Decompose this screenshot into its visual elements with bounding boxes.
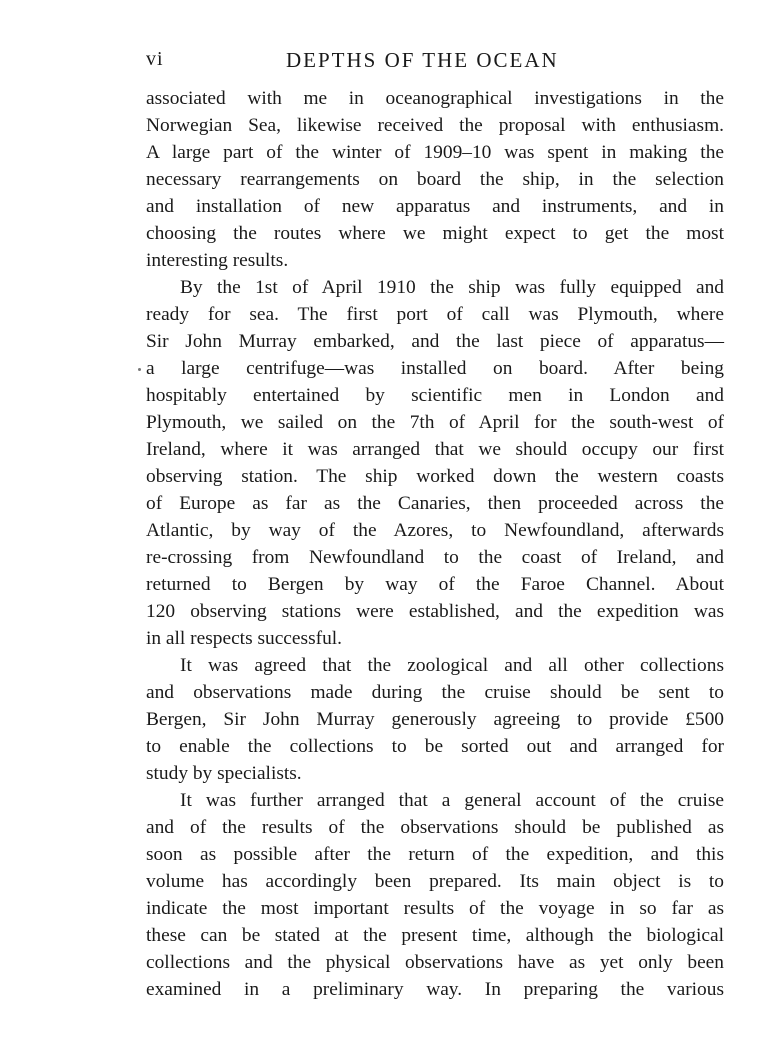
- text-line: Norwegian Sea, likewise received the proposal with enthusiasm.: [146, 115, 724, 136]
- text-line: hospitably entertained by scientific men in London and: [146, 385, 724, 406]
- running-header: [146, 48, 724, 78]
- text-line: Ireland, where it was arranged that we should occupy our first: [146, 439, 724, 460]
- print-speck: [138, 368, 141, 371]
- text-line: study by specialists.: [146, 763, 302, 784]
- text-line: returned to Bergen by way of the Faroe Channel. About: [146, 574, 724, 595]
- paragraph: [146, 652, 724, 787]
- text-line: associated with me in oceanographical investigations in the: [146, 88, 724, 109]
- text-line: necessary rearrangements on board the ship, in the selection: [146, 169, 724, 190]
- paragraph: [146, 85, 724, 274]
- text-line: indicate the most important results of the voyage in so far as: [146, 898, 724, 919]
- text-line: choosing the routes where we might expect to get the most: [146, 223, 724, 244]
- text-line: Bergen, Sir John Murray generously agreeing to provide £500: [146, 709, 724, 730]
- text-line: examined in a preliminary way. In preparing the various: [146, 979, 724, 1000]
- text-line: It was agreed that the zoological and all other collections: [180, 655, 724, 676]
- text-line: ready for sea. The first port of call was Plymouth, where: [146, 304, 724, 325]
- text-line: to enable the collections to be sorted out and arranged for: [146, 736, 724, 757]
- text-line: Plymouth, we sailed on the 7th of April for the south-west of: [146, 412, 724, 433]
- text-line: these can be stated at the present time, although the biological: [146, 925, 724, 946]
- running-title: DEPTHS OF THE OCEAN: [286, 48, 559, 72]
- text-line: observing station. The ship worked down the western coasts: [146, 466, 724, 487]
- text-line: collections and the physical observations have as yet only been: [146, 952, 724, 973]
- text-line: of Europe as far as the Canaries, then proceeded across the: [146, 493, 724, 514]
- body-text: [146, 85, 724, 1003]
- text-line: interesting results.: [146, 250, 289, 271]
- text-line: in all respects successful.: [146, 628, 342, 649]
- text-line: 120 observing stations were established, and the expedition was: [146, 601, 724, 622]
- page-number: vi: [146, 48, 164, 70]
- paragraph: [146, 274, 724, 652]
- text-line: It was further arranged that a general account of the cruise: [180, 790, 724, 811]
- text-line: volume has accordingly been prepared. Its main object is to: [146, 871, 724, 892]
- text-line: A large part of the winter of 1909–10 was spent in making the: [146, 142, 724, 163]
- text-line: re-crossing from Newfoundland to the coast of Ireland, and: [146, 547, 724, 568]
- text-line: a large centrifuge—was installed on board. After being: [146, 358, 724, 379]
- text-line: Sir John Murray embarked, and the last piece of apparatus—: [146, 331, 724, 352]
- text-line: soon as possible after the return of the expedition, and this: [146, 844, 724, 865]
- text-line: Atlantic, by way of the Azores, to Newfoundland, afterwards: [146, 520, 724, 541]
- paragraph: [146, 787, 724, 1003]
- text-line: and of the results of the observations should be published as: [146, 817, 724, 838]
- text-line: and observations made during the cruise should be sent to: [146, 682, 724, 703]
- text-line: and installation of new apparatus and instruments, and in: [146, 196, 724, 217]
- text-line: By the 1st of April 1910 the ship was fully equipped and: [180, 277, 724, 298]
